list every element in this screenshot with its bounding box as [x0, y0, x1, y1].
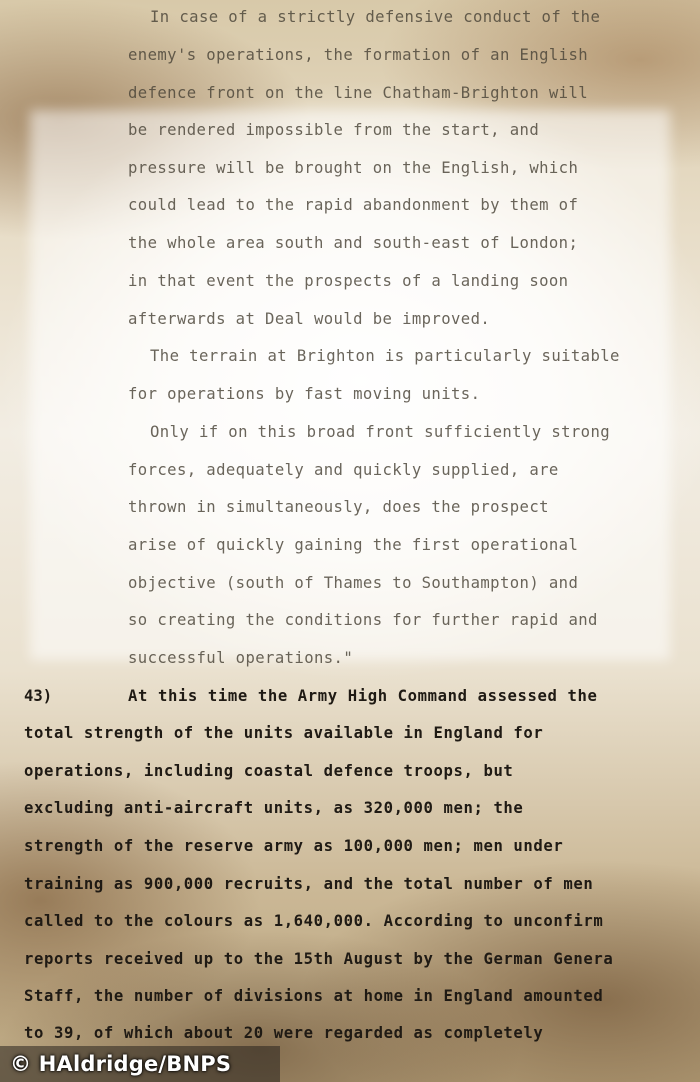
- quote-line: pressure will be brought on the English, which: [128, 159, 579, 177]
- paragraph-line: At this time the Army High Command assessed the: [128, 687, 598, 705]
- paragraph-line: reports received up to the 15th August by the German Genera: [24, 950, 614, 968]
- quote-line: enemy's operations, the formation of an English: [128, 46, 589, 64]
- quote-line: in that event the prospects of a landing soon: [128, 272, 569, 290]
- quote-line: be rendered impossible from the start, and: [128, 121, 540, 139]
- photo-credit: © HAldridge/BNPS: [10, 1052, 232, 1076]
- quote-line: for operations by fast moving units.: [128, 385, 481, 403]
- paragraph-line: Staff, the number of divisions at home in England amounted: [24, 987, 604, 1005]
- paragraph-line: total strength of the units available in England for: [24, 724, 544, 742]
- photo-credit-bar: [0, 1046, 280, 1082]
- paragraph-line: operations, including coastal defence troops, but: [24, 762, 514, 780]
- paragraph-line: to 39, of which about 20 were regarded as completely: [24, 1024, 544, 1042]
- quote-line: successful operations.": [128, 649, 354, 667]
- quote-line: could lead to the rapid abandonment by them of: [128, 196, 579, 214]
- quote-line: defence front on the line Chatham-Brighton will: [128, 84, 589, 102]
- quote-line: In case of a strictly defensive conduct of the: [150, 8, 601, 26]
- paragraph-line: excluding anti-aircraft units, as 320,000 men; the: [24, 799, 524, 817]
- quote-line: Only if on this broad front sufficiently strong: [150, 423, 611, 441]
- quote-line: afterwards at Deal would be improved.: [128, 310, 491, 328]
- paragraph-line: called to the colours as 1,640,000. According to unconfirm: [24, 912, 604, 930]
- paragraph-number: 43): [24, 687, 53, 705]
- paragraph-line: training as 900,000 recruits, and the total number of men: [24, 875, 594, 893]
- quote-line: objective (south of Thames to Southampton) and: [128, 574, 579, 592]
- quote-line: thrown in simultaneously, does the prospect: [128, 498, 549, 516]
- paragraph-line: strength of the reserve army as 100,000 men; men under: [24, 837, 564, 855]
- quote-line: the whole area south and south-east of London;: [128, 234, 579, 252]
- quote-line: The terrain at Brighton is particularly suitable: [150, 347, 620, 365]
- quote-line: so creating the conditions for further rapid and: [128, 611, 598, 629]
- quote-line: arise of quickly gaining the first operational: [128, 536, 579, 554]
- quote-line: forces, adequately and quickly supplied, are: [128, 461, 559, 479]
